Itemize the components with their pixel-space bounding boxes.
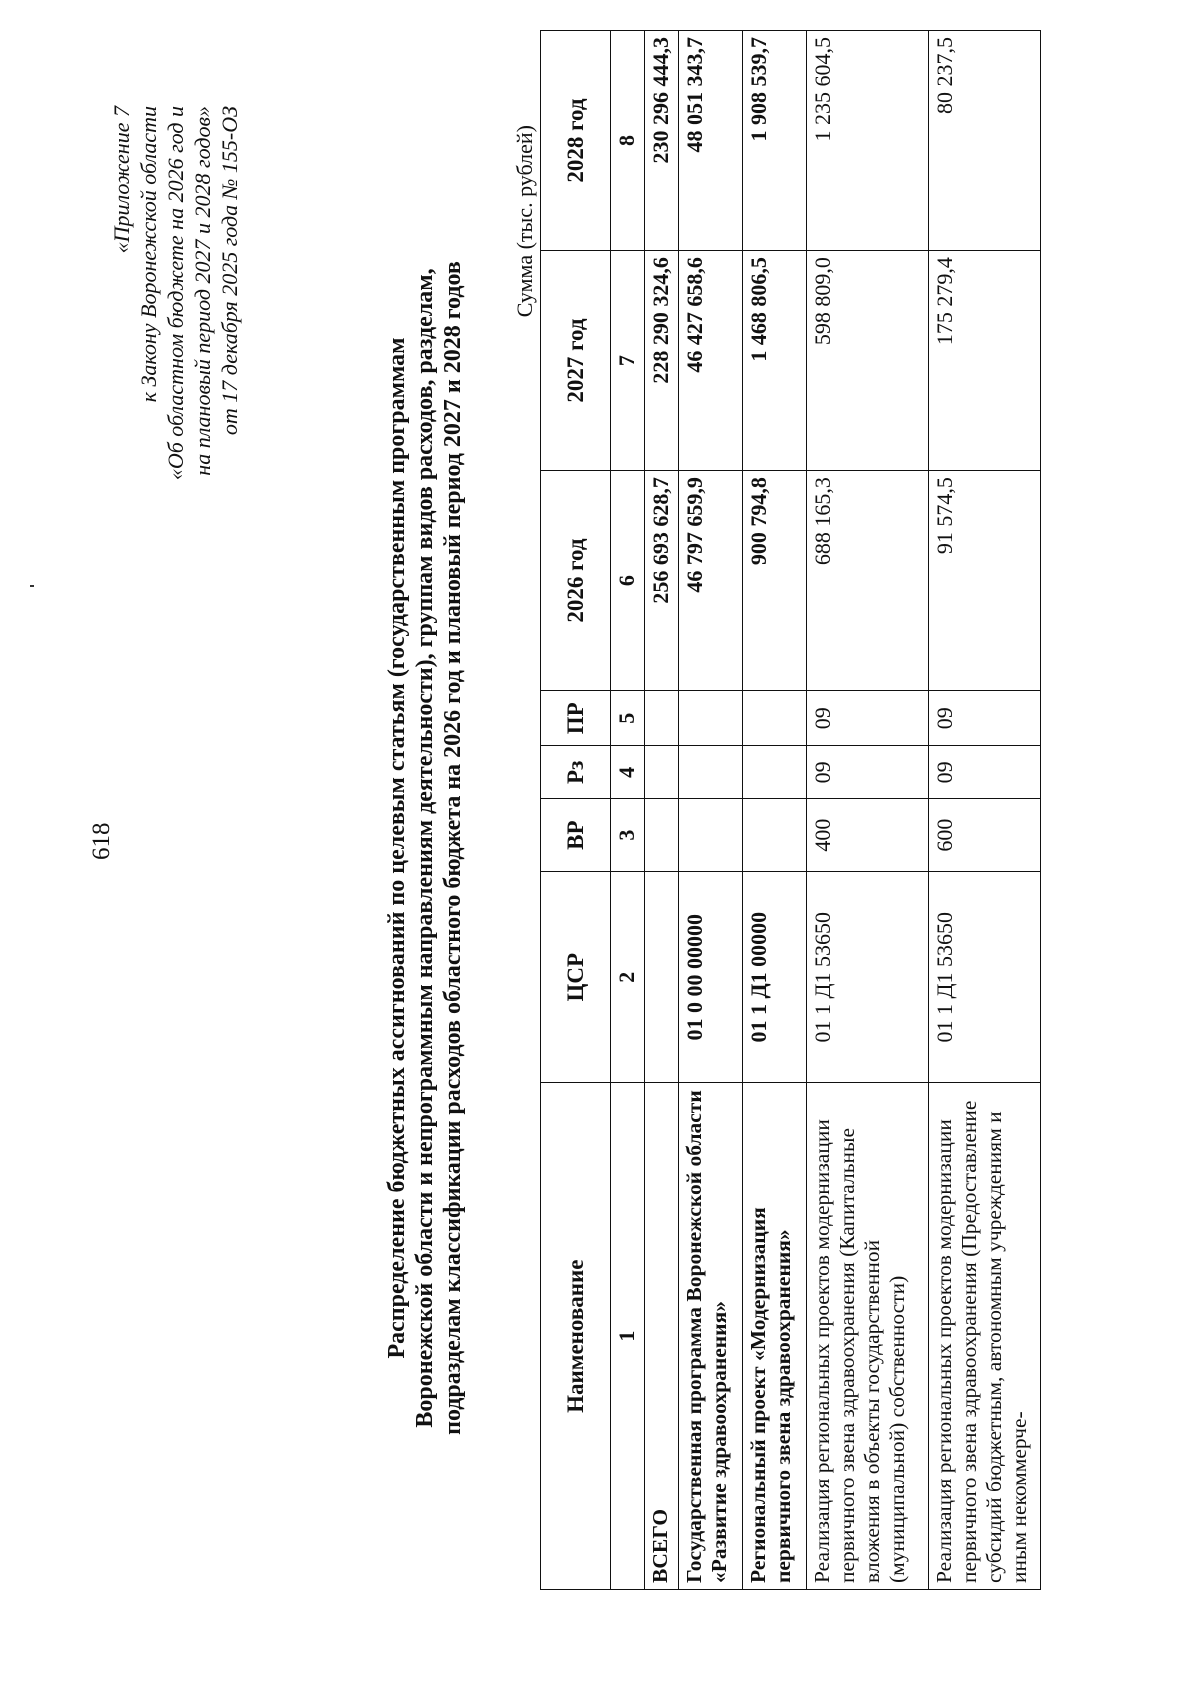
row-rz: 09 [929, 746, 1041, 799]
row-amount-2027: 1 468 806,5 [743, 251, 807, 471]
budget-table [540, 30, 1041, 1590]
row-csr: 01 1 Д1 00000 [743, 872, 807, 1083]
row-pr: 09 [807, 691, 929, 746]
row-amount-2028: 48 051 343,7 [679, 31, 743, 251]
title-line: Распределение бюджетных ассигнований по целевым статьям (государственным программам [384, 337, 410, 1359]
header-csr: ЦСР [541, 872, 611, 1083]
row-amount-2028: 1 908 539,7 [743, 31, 807, 251]
table-row [929, 31, 1041, 1590]
row-pr [743, 691, 807, 746]
row-amount-2028: 1 235 604,5 [807, 31, 929, 251]
row-amount-2026: 688 165,3 [807, 471, 929, 691]
row-vr: 600 [929, 799, 1041, 872]
row-pr [645, 691, 679, 746]
title-line: подразделам классификации расходов областного бюджета на 2026 год и плановый период 2027 и 2028 годов [440, 261, 466, 1435]
appendix-line: «Об областном бюджете на 2026 год и [163, 106, 188, 481]
row-name: Реализация региональных проектов модернизации первичного звена здравоохранения (Предоставление субсидий бюджетным, автономным учреждениям и иным некоммерче- [929, 1083, 1041, 1590]
appendix-line: «Приложение 7 [109, 106, 134, 254]
row-rz [679, 746, 743, 799]
row-csr: 01 0 00 00000 [679, 872, 743, 1083]
header-rz: Рз [541, 746, 611, 799]
row-vr: 400 [807, 799, 929, 872]
row-csr: 01 1 Д1 53650 [929, 872, 1041, 1083]
col-number: 8 [611, 31, 645, 251]
col-number: 5 [611, 691, 645, 746]
row-vr [645, 799, 679, 872]
header-2026: 2026 год [541, 471, 611, 691]
row-rz [645, 746, 679, 799]
header-2028: 2028 год [541, 31, 611, 251]
row-amount-2026: 46 797 659,9 [679, 471, 743, 691]
row-csr: 01 1 Д1 53650 [807, 872, 929, 1083]
appendix-line: от 17 декабря 2025 года № 155-ОЗ [217, 106, 242, 436]
appendix-line: к Закону Воронежской области [136, 106, 161, 403]
page-number: 618 [88, 822, 115, 860]
header-vr: ВР [541, 799, 611, 872]
row-pr: 09 [929, 691, 1041, 746]
title-line: Воронежской области и непрограммным направлениям деятельности), группам видов расходов, разделам, [412, 268, 438, 1428]
header-row [541, 31, 611, 1590]
row-rz: 09 [807, 746, 929, 799]
col-number: 1 [611, 1083, 645, 1590]
col-number: 7 [611, 251, 645, 471]
row-name: Государственная программа Воронежской области «Развитие здравоохранения» [679, 1083, 743, 1590]
col-number: 6 [611, 471, 645, 691]
row-name: ВСЕГО [645, 1083, 679, 1590]
row-vr [743, 799, 807, 872]
row-amount-2027: 46 427 658,6 [679, 251, 743, 471]
row-amount-2027: 175 279,4 [929, 251, 1041, 471]
scan-speck [30, 585, 34, 587]
row-csr [645, 872, 679, 1083]
row-amount-2028: 80 237,5 [929, 31, 1041, 251]
row-amount-2026: 91 574,5 [929, 471, 1041, 691]
row-amount-2028: 230 296 444,3 [645, 31, 679, 251]
row-pr [679, 691, 743, 746]
row-amount-2026: 900 794,8 [743, 471, 807, 691]
row-amount-2026: 256 693 628,7 [645, 471, 679, 691]
table-row [679, 31, 743, 1590]
appendix-reference [108, 106, 243, 480]
column-number-row [611, 31, 645, 1590]
units-label: Сумма (тыс. рублей) [512, 125, 537, 318]
row-name: Реализация региональных проектов модернизации первичного звена здравоохранения (Капитальные вложения в объекты государственной (муниципальной) собственности) [807, 1083, 929, 1590]
table-row [743, 31, 807, 1590]
header-pr: ПР [541, 691, 611, 746]
row-amount-2027: 598 809,0 [807, 251, 929, 471]
row-vr [679, 799, 743, 872]
header-2027: 2027 год [541, 251, 611, 471]
col-number: 3 [611, 799, 645, 872]
document-title [383, 150, 467, 1546]
col-number: 2 [611, 872, 645, 1083]
table-row-total [645, 31, 679, 1590]
row-amount-2027: 228 290 324,6 [645, 251, 679, 471]
table-row [807, 31, 929, 1590]
row-rz [743, 746, 807, 799]
col-number: 4 [611, 746, 645, 799]
header-name: Наименование [541, 1083, 611, 1590]
row-name: Региональный проект «Модернизация первичного звена здравоохранения» [743, 1083, 807, 1590]
appendix-line: на плановый период 2027 и 2028 годов» [190, 106, 215, 476]
